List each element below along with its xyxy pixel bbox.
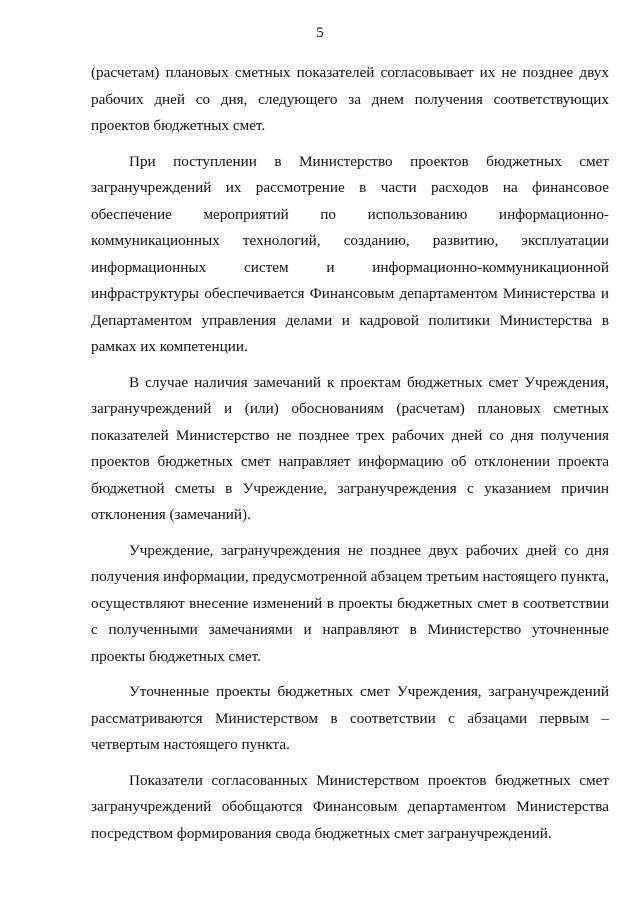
paragraph-ict-review: При поступлении в Министерство проектов бюджетных смет загранучреждений их рассмотрение в части расходов на финансовое обеспечение мероприятий по использованию информационно-коммуникационных технологий, созданию, развитию, эксплуатации информационных систем и информационно-коммуникационной инфраструктуры обеспечивается Финансовым департаментом Министерства и Департаментом управления делами и кадровой политики Министерства в рамках их компетенции. bbox=[91, 152, 609, 355]
paragraph-remarks: В случае наличия замечаний к проектам бюджетных смет Учреждения, загранучреждений и (или) обоснованиям (расчетам) плановых сметных показателей Министерство не позднее трех рабочих дней со дня получения проектов бюджетных смет направляет информацию об отклонении проекта бюджетной сметы в Учреждение, загранучреждения с указанием причин отклонения (замечаний). bbox=[91, 373, 609, 523]
page-number: 5 bbox=[316, 25, 324, 41]
paragraph-continuation: (расчетам) плановых сметных показателей согласовывает их не позднее двух рабочих дней со дня, следующего за днем получения соответствующих проектов бюджетных смет. bbox=[91, 64, 609, 134]
paragraph-amendments: Учреждение, загранучреждения не позднее двух рабочих дней со дня получения информации, предусмотренной абзацем третьим настоящего пункта, осуществляют внесение изменений в проекты бюджетных смет в соответствии с полученными замечаниями и направляют в Министерство уточненные проекты бюджетных смет. bbox=[91, 541, 609, 665]
paragraph-refined-estimates: Уточненные проекты бюджетных смет Учреждения, загранучреждений рассматриваются Министерством в соответствии с абзацами первым – четвертым настоящего пункта. bbox=[91, 683, 609, 753]
paragraph-summary: Показатели согласованных Министерством проектов бюджетных смет загранучреждений обобщаются Финансовым департаментом Министерства посредством формирования свода бюджетных смет загранучреждений. bbox=[91, 771, 609, 842]
document-body bbox=[91, 60, 609, 856]
